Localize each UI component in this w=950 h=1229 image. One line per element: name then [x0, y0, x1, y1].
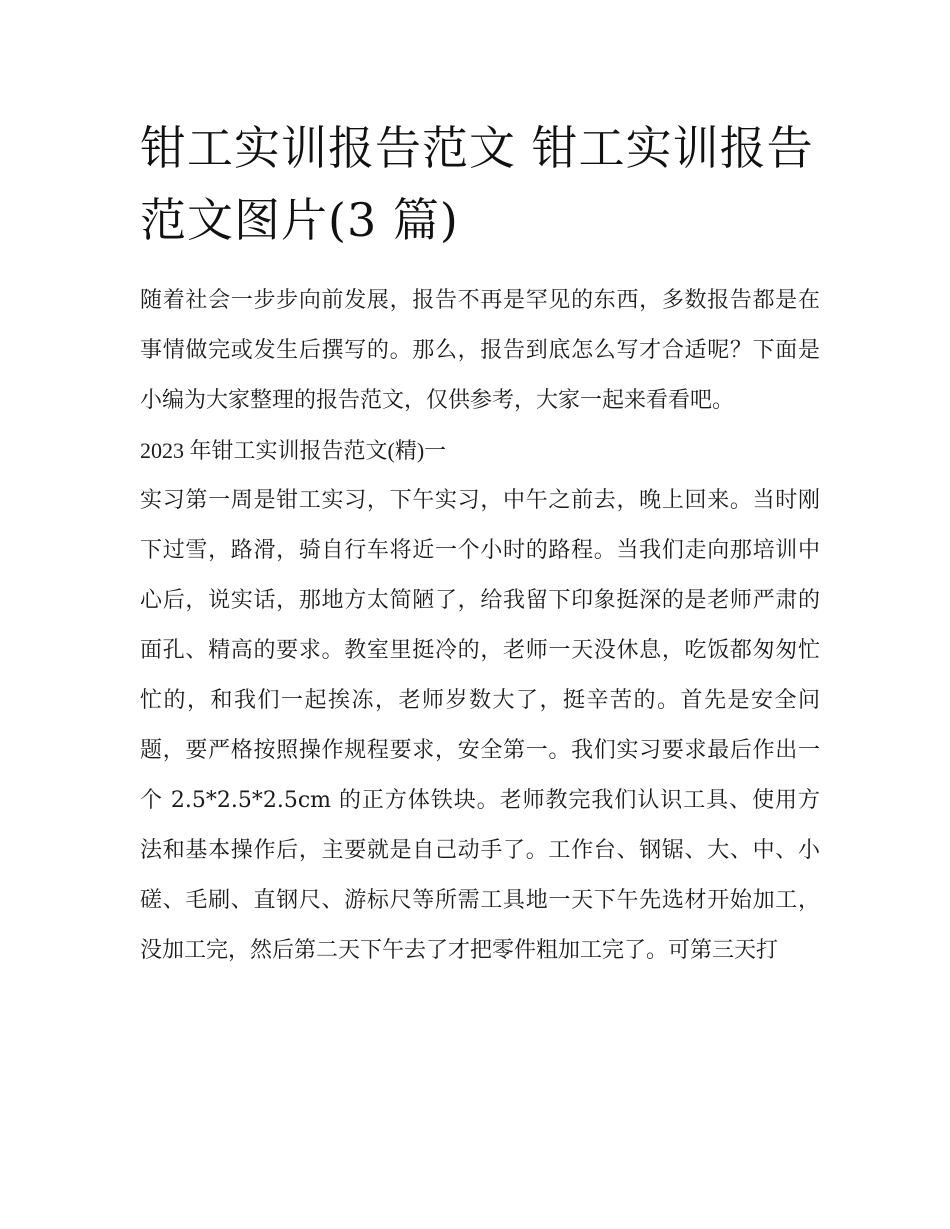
- document-title: 钳工实训报告范文 钳工实训报告范文图片(3 篇): [140, 121, 814, 247]
- intro-paragraph: 随着社会一步步向前发展，报告不再是罕见的东西，多数报告都是在事情做完或发生后撰写的。那么，报告到底怎么写才合适呢？下面是小编为大家整理的报告范文，仅供参考，大家一起来看看吧。: [140, 288, 820, 413]
- section-heading: 2023 年钳工实训报告范文(精)一: [140, 438, 447, 463]
- document-body: [140, 276, 820, 976]
- section-paragraph: 实习第一周是钳工实习，下午实习，中午之前去，晚上回来。当时刚下过雪，路滑，骑自行车将近一个小时的路程。当我们走向那培训中心后，说实话，那地方太简陋了，给我留下印象挺深的是老师严肃的面孔、精高的要求。教室里挺冷的，老师一天没休息，吃饭都匆匆忙忙的，和我们一起挨冻，老师岁数大了，挺辛苦的。首先是安全问题，要严格按照操作规程要求，安全第一。我们实习要求最后作出一个 2.5*2.5*2.5cm 的正方体铁块。老师教完我们认识工具、使用方法和基本操作后，主要就是自己动手了。工作台、钢锯、大、中、小磋、毛刷、直钢尺、游标尺等所需工具地一天下午先选材开始加工，没加工完，然后第二天下午去了才把零件粗加工完了。可第三天打: [140, 488, 820, 963]
